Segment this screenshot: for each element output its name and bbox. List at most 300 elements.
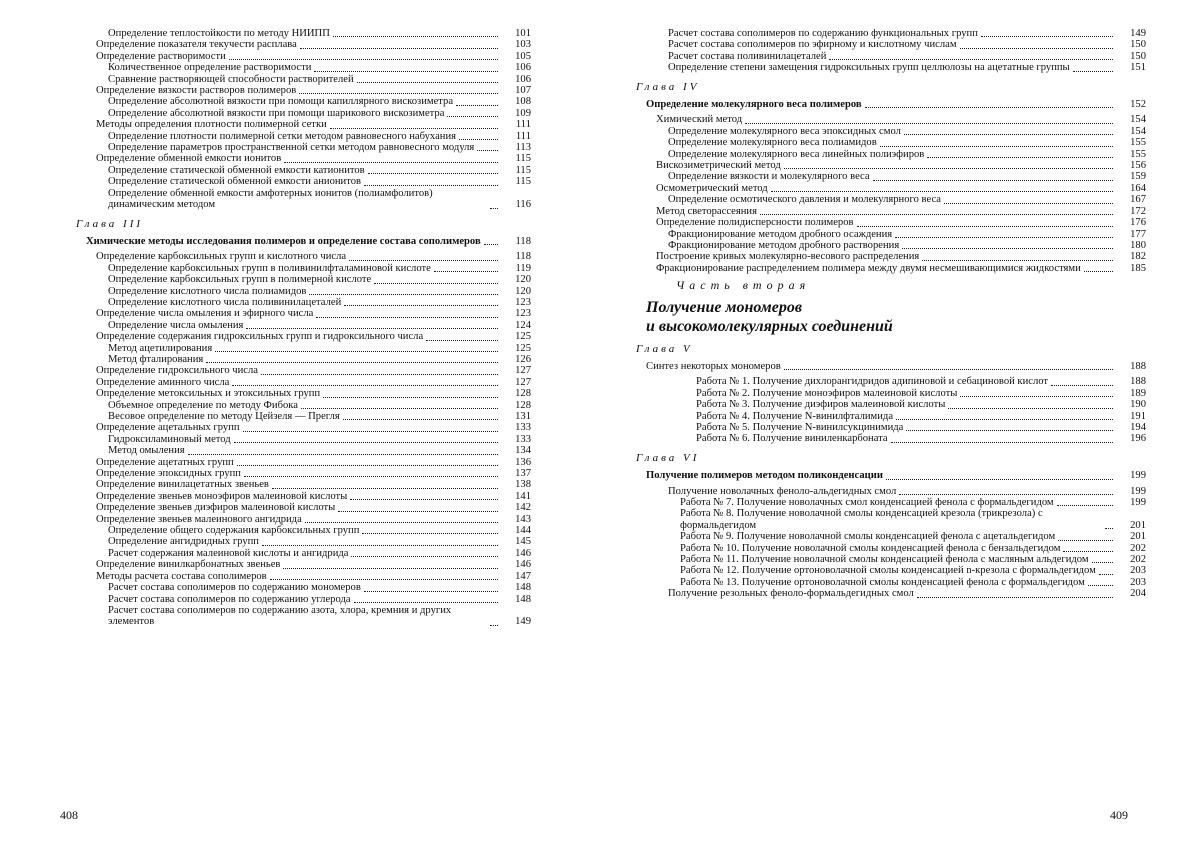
toc-entry-page: 111 bbox=[515, 130, 531, 142]
leader-dots bbox=[1105, 527, 1113, 529]
toc-entry-page: 106 bbox=[515, 62, 531, 74]
toc-entry bbox=[646, 486, 1146, 497]
toc-entry-text: Определение гидроксильного числа bbox=[96, 365, 258, 377]
toc-entry-text: Определение плотности полимерной сетки методом равновесного набухания bbox=[108, 130, 456, 142]
toc-entry-text: Фракционирование методом дробного осаждения bbox=[668, 228, 893, 240]
chapter-4-label: Глава IV bbox=[636, 80, 700, 93]
toc-entry bbox=[646, 39, 1146, 50]
toc-entry-text: Получение новолачных феноло-альдегидных смол bbox=[668, 485, 897, 497]
toc-entry bbox=[86, 514, 531, 525]
toc-entry-page: 124 bbox=[515, 319, 531, 331]
toc-entry-page: 159 bbox=[1130, 171, 1146, 183]
toc-entry-page: 131 bbox=[515, 411, 531, 422]
toc-entry-text: Определение звеньев диэфиров малеиновой кислоты bbox=[96, 502, 336, 514]
leader-dots bbox=[447, 115, 498, 117]
toc-entry-text: Получение резольных феноло-формальдегидных смол bbox=[668, 588, 914, 600]
leader-dots bbox=[215, 350, 498, 352]
toc-entry-page: 176 bbox=[1130, 217, 1146, 229]
toc-entry-page: 136 bbox=[515, 456, 531, 468]
leader-dots bbox=[350, 498, 498, 500]
leader-dots bbox=[857, 225, 1113, 227]
toc-entry bbox=[86, 286, 531, 297]
toc-entry-page: 155 bbox=[1130, 137, 1146, 149]
toc-entry bbox=[86, 51, 531, 62]
leader-dots bbox=[229, 58, 498, 60]
leader-dots bbox=[784, 167, 1113, 169]
toc-entry bbox=[646, 577, 1146, 588]
left-top-entries bbox=[86, 28, 531, 211]
leader-dots bbox=[927, 156, 1113, 158]
toc-entry-page: 177 bbox=[1130, 228, 1146, 240]
toc-entry bbox=[86, 434, 531, 445]
toc-entry-page: 203 bbox=[1130, 576, 1146, 588]
leader-dots bbox=[917, 596, 1113, 598]
leader-dots bbox=[244, 475, 498, 477]
toc-entry bbox=[86, 263, 531, 274]
toc-entry bbox=[646, 137, 1146, 148]
toc-entry-page: 123 bbox=[515, 296, 531, 308]
toc-entry-text: Работа № 4. Получение N-винилфталимида bbox=[696, 410, 894, 422]
leader-dots bbox=[459, 138, 498, 140]
toc-entry-page: 138 bbox=[515, 479, 531, 491]
chapter-4-title-text: Определение молекулярного веса полимеров bbox=[646, 99, 862, 111]
toc-entry-text: Количественное определение растворимости bbox=[108, 62, 312, 74]
toc-entry-text: Определение молекулярного веса эпоксидных смол bbox=[668, 125, 901, 137]
leader-dots bbox=[188, 453, 498, 455]
leader-dots bbox=[922, 259, 1113, 261]
toc-entry-page: 119 bbox=[515, 262, 531, 274]
toc-entry-page: 103 bbox=[515, 39, 531, 51]
toc-entry-page: 202 bbox=[1130, 554, 1146, 566]
toc-entry-page: 202 bbox=[1130, 542, 1146, 554]
leader-dots bbox=[1092, 561, 1113, 563]
leader-dots bbox=[1057, 504, 1113, 506]
toc-entry bbox=[86, 594, 531, 605]
toc-entry-page: 101 bbox=[515, 28, 531, 39]
toc-entry-page: 204 bbox=[1130, 588, 1146, 600]
toc-entry bbox=[86, 536, 531, 547]
toc-entry bbox=[86, 377, 531, 388]
toc-entry bbox=[86, 400, 531, 411]
leader-dots bbox=[237, 464, 498, 466]
leader-dots bbox=[902, 247, 1113, 249]
leader-dots bbox=[243, 430, 498, 432]
toc-entry-page: 203 bbox=[1130, 565, 1146, 577]
toc-entry-text: Фракционирование распределением полимера между двумя несмешивающимися жидкостями bbox=[656, 262, 1081, 274]
leader-dots bbox=[300, 47, 498, 49]
toc-entry-text: Определение винилацетатных звеньев bbox=[96, 479, 269, 491]
toc-entry-page: 154 bbox=[1130, 125, 1146, 137]
toc-entry-page: 182 bbox=[1130, 251, 1146, 263]
chapter-6-entries bbox=[646, 486, 1146, 600]
toc-entry-page: 145 bbox=[515, 536, 531, 548]
toc-entry-text: Определение метоксильных и этоксильных групп bbox=[96, 388, 321, 400]
toc-entry bbox=[646, 62, 1146, 73]
leader-dots bbox=[490, 624, 498, 626]
leader-dots bbox=[906, 429, 1113, 431]
toc-entry-text: Определение карбоксильных групп в полимерной кислоте bbox=[108, 274, 372, 286]
leader-dots bbox=[234, 441, 498, 443]
leader-dots bbox=[960, 47, 1113, 49]
toc-entry-page: 201 bbox=[1130, 519, 1146, 531]
toc-entry bbox=[86, 479, 531, 490]
chapter-3-label: Глава III bbox=[76, 217, 144, 230]
leader-dots bbox=[1051, 384, 1113, 386]
toc-entry bbox=[646, 565, 1146, 576]
toc-entry-text: Работа № 1. Получение дихлорангидридов адипиновой и себациновой кислот bbox=[696, 376, 1049, 388]
toc-entry-page: 201 bbox=[1130, 531, 1146, 543]
chapter-4-title bbox=[646, 99, 1146, 110]
toc-entry-text: Построение кривых молекулярно-весового распределения bbox=[656, 251, 920, 263]
toc-entry-page: 149 bbox=[1130, 28, 1146, 39]
leader-dots bbox=[426, 339, 498, 341]
leader-dots bbox=[434, 270, 498, 272]
leader-dots bbox=[362, 532, 498, 534]
toc-entry-page: 141 bbox=[515, 490, 531, 502]
toc-entry-page: 172 bbox=[1130, 205, 1146, 217]
toc-entry bbox=[86, 457, 531, 468]
toc-entry-text: Осмометрический метод bbox=[656, 182, 768, 194]
toc-entry-page: 154 bbox=[1130, 114, 1146, 126]
leader-dots bbox=[349, 259, 498, 261]
toc-entry-text: Определение степени замещения гидроксильных групп целлюлозы на ацетатные группы bbox=[668, 62, 1070, 74]
leader-dots bbox=[301, 407, 498, 409]
toc-entry-text: Определение кислотного числа поливинилацеталей bbox=[108, 296, 342, 308]
toc-entry-page: 188 bbox=[1130, 376, 1146, 388]
toc-entry bbox=[86, 411, 531, 422]
toc-entry bbox=[86, 388, 531, 399]
toc-entry bbox=[646, 240, 1146, 251]
chapter-6-title-page: 199 bbox=[1130, 470, 1146, 482]
toc-entry-text: Фракционирование методом дробного растворения bbox=[668, 239, 900, 251]
leader-dots bbox=[270, 578, 498, 580]
toc-entry-text: Определение карбоксильных групп и кислотного числа bbox=[96, 251, 347, 263]
leader-dots bbox=[374, 282, 498, 284]
toc-entry bbox=[646, 554, 1146, 565]
part-title-line-2: и высокомолекулярных соединений bbox=[646, 317, 893, 335]
toc-entry bbox=[646, 183, 1146, 194]
toc-entry bbox=[646, 588, 1146, 599]
chapter-3-title bbox=[86, 236, 531, 247]
toc-entry bbox=[86, 165, 531, 176]
toc-entry-text: Работа № 7. Получение новолачных смол конденсацией фенола с формальдегидом bbox=[680, 497, 1054, 508]
chapter-3-title-page: 118 bbox=[515, 235, 531, 247]
toc-entry-text: Расчет состава сополимеров по содержанию функциональных групп bbox=[668, 28, 978, 39]
leader-dots bbox=[899, 493, 1113, 495]
toc-entry-page: 111 bbox=[515, 119, 531, 131]
toc-entry bbox=[646, 508, 1146, 531]
toc-entry-text: Определение винилкарбонатных звеньев bbox=[96, 559, 281, 571]
toc-entry-page: 189 bbox=[1130, 387, 1146, 399]
part-title-line-1: Получение мономеров bbox=[646, 298, 802, 316]
leader-dots bbox=[1058, 539, 1113, 541]
toc-entry-page: 155 bbox=[1130, 148, 1146, 160]
toc-entry-text: Определение статической обменной емкости анионитов bbox=[108, 176, 361, 188]
toc-entry-text: Определение карбоксильных групп в поливинилфталаминовой кислоте bbox=[108, 262, 431, 274]
toc-entry-text: Определение теплостойкости по методу НИИПП bbox=[108, 28, 330, 39]
toc-entry bbox=[86, 331, 531, 342]
toc-entry-page: 115 bbox=[515, 176, 531, 188]
toc-entry-text: Вискозиметрический метод bbox=[656, 160, 781, 172]
toc-entry-page: 185 bbox=[1130, 262, 1146, 274]
leader-dots bbox=[880, 145, 1113, 147]
toc-entry-page: 191 bbox=[1130, 410, 1146, 422]
toc-entry-text: Метод ацетилирования bbox=[108, 342, 213, 354]
toc-entry-page: 199 bbox=[1130, 485, 1146, 497]
toc-entry-text: Расчет состава поливинилацеталей bbox=[668, 50, 827, 62]
toc-entry bbox=[646, 51, 1146, 62]
toc-entry-text: Объемное определение по методу Фибока bbox=[108, 399, 298, 411]
toc-entry-text: Определение звеньев моноэфиров малеиновой кислоты bbox=[96, 490, 348, 502]
toc-entry-text: Работа № 6. Получение виниленкарбоната bbox=[696, 433, 888, 445]
part-label: Часть вторая bbox=[676, 278, 811, 293]
toc-entry bbox=[86, 96, 531, 107]
toc-entry bbox=[86, 251, 531, 262]
toc-entry-text: Гидроксиламиновый метод bbox=[108, 433, 231, 445]
toc-entry bbox=[646, 194, 1146, 205]
toc-entry-text: Определение показателя текучести расплава bbox=[96, 39, 297, 51]
toc-entry bbox=[646, 251, 1146, 262]
toc-entry bbox=[86, 468, 531, 479]
toc-entry-page: 196 bbox=[1130, 433, 1146, 445]
chapter-3-title-text: Химические методы исследования полимеров и определение состава сополимеров bbox=[86, 235, 481, 247]
toc-entry-text: Работа № 13. Получение ортоноволачной смолы конденсацией фенола с формальдегидом bbox=[680, 576, 1085, 588]
toc-entry bbox=[86, 176, 531, 187]
chapter-5-label: Глава V bbox=[636, 342, 693, 355]
leader-dots bbox=[272, 487, 498, 489]
chapter-5-title-page: 188 bbox=[1130, 360, 1146, 372]
toc-entry bbox=[646, 114, 1146, 125]
toc-entry bbox=[86, 445, 531, 456]
toc-entry-text: Определение звеньев малеинового ангидрида bbox=[96, 513, 302, 525]
toc-entry-text: Работа № 2. Получение моноэфиров малеиновой кислоты bbox=[696, 387, 958, 399]
toc-entry bbox=[86, 39, 531, 50]
toc-entry-page: 105 bbox=[515, 50, 531, 62]
toc-entry bbox=[646, 376, 1146, 387]
left-page bbox=[76, 28, 531, 628]
toc-entry-text: Метод омыления bbox=[108, 445, 185, 457]
toc-entry-page: 180 bbox=[1130, 239, 1146, 251]
toc-entry bbox=[86, 131, 531, 142]
toc-entry bbox=[646, 543, 1146, 554]
leader-dots bbox=[314, 70, 498, 72]
leader-dots bbox=[262, 544, 498, 546]
toc-entry bbox=[86, 422, 531, 433]
toc-entry-text: Определение обменной емкости амфотерных ионитов (полиамфолитов) динамическим методом bbox=[108, 187, 433, 211]
leader-dots bbox=[944, 202, 1113, 204]
chapter-4-title-page: 152 bbox=[1130, 99, 1146, 111]
toc-entry-text: Определение обменной емкости ионитов bbox=[96, 153, 282, 165]
toc-entry-page: 113 bbox=[515, 142, 531, 154]
toc-entry-page: 142 bbox=[515, 502, 531, 514]
leader-dots bbox=[760, 213, 1113, 215]
toc-entry-page: 109 bbox=[515, 107, 531, 119]
toc-entry-text: Определение молекулярного веса полиамидов bbox=[668, 137, 877, 149]
toc-entry-page: 190 bbox=[1130, 399, 1146, 411]
chapter-5-title-text: Синтез некоторых мономеров bbox=[646, 360, 781, 372]
leader-dots bbox=[891, 441, 1113, 443]
leader-dots bbox=[351, 555, 498, 557]
toc-entry-text: Определение числа омыления и эфирного числа bbox=[96, 308, 314, 320]
toc-entry bbox=[646, 388, 1146, 399]
toc-entry bbox=[646, 217, 1146, 228]
toc-entry-text: Определение вязкости растворов полимеров bbox=[96, 85, 297, 97]
part-title bbox=[646, 298, 1146, 336]
toc-entry-page: 125 bbox=[515, 342, 531, 354]
toc-entry-text: Определение ацетатных групп bbox=[96, 456, 234, 468]
toc-entry-text: Весовое определение по методу Цейзеля — Прегля bbox=[108, 411, 340, 422]
leader-dots bbox=[960, 395, 1113, 397]
leader-dots bbox=[886, 478, 1113, 480]
leader-dots bbox=[343, 418, 498, 420]
toc-entry bbox=[86, 343, 531, 354]
toc-entry-page: 137 bbox=[515, 468, 531, 480]
toc-entry-page: 143 bbox=[515, 513, 531, 525]
toc-entry-text: Работа № 12. Получение ортоноволачной смолы конденсацией n-крезола с формальдегидом bbox=[680, 565, 1096, 577]
toc-entry bbox=[646, 422, 1146, 433]
toc-entry-text: Метод фталирования bbox=[108, 353, 204, 365]
leader-dots bbox=[246, 327, 498, 329]
toc-entry-page: 151 bbox=[1130, 62, 1146, 74]
chapter-6-label: Глава VI bbox=[636, 451, 700, 464]
toc-entry-page: 128 bbox=[515, 388, 531, 400]
toc-entry bbox=[86, 491, 531, 502]
toc-entry-page: 108 bbox=[515, 96, 531, 108]
toc-entry-page: 150 bbox=[1130, 39, 1146, 51]
toc-entry-text: Определение осмотического давления и молекулярного веса bbox=[668, 194, 941, 206]
chapter-6-title bbox=[646, 470, 1146, 481]
toc-entry-text: Определение молекулярного веса линейных полиэфиров bbox=[668, 148, 925, 160]
toc-entry-text: Определение вязкости и молекулярного веса bbox=[668, 171, 870, 183]
toc-entry-text: Расчет состава сополимеров по содержанию углерода bbox=[108, 593, 351, 605]
toc-entry bbox=[646, 411, 1146, 422]
toc-entry bbox=[86, 308, 531, 319]
toc-entry-text: Определение полидисперсности полимеров bbox=[656, 217, 854, 229]
toc-entry bbox=[86, 320, 531, 331]
toc-entry-page: 116 bbox=[515, 199, 531, 211]
leader-dots bbox=[333, 35, 498, 37]
toc-entry-text: Определение эпоксидных групп bbox=[96, 468, 241, 480]
toc-entry bbox=[86, 582, 531, 593]
toc-entry-text: Определение растворимости bbox=[96, 50, 226, 62]
toc-entry bbox=[86, 28, 531, 39]
leader-dots bbox=[456, 104, 498, 106]
leader-dots bbox=[865, 106, 1113, 108]
toc-entry-page: 150 bbox=[1130, 50, 1146, 62]
leader-dots bbox=[829, 58, 1113, 60]
toc-entry bbox=[86, 85, 531, 96]
toc-entry-text: Определение статической обменной емкости катионитов bbox=[108, 164, 365, 176]
toc-entry-page: 148 bbox=[515, 582, 531, 594]
leader-dots bbox=[896, 418, 1113, 420]
toc-entry-text: Методы определения плотности полимерной сетки bbox=[96, 119, 327, 131]
toc-entry-page: 133 bbox=[515, 433, 531, 445]
toc-entry-text: Работа № 8. Получение новолачной смолы конденсацией крезола (трикрезола) с формальдегидом bbox=[680, 508, 1043, 531]
toc-entry-page: 146 bbox=[515, 559, 531, 571]
toc-entry bbox=[86, 142, 531, 153]
toc-entry bbox=[86, 559, 531, 570]
toc-entry-text: Химический метод bbox=[656, 114, 743, 126]
toc-entry-page: 115 bbox=[515, 153, 531, 165]
toc-entry-page: 106 bbox=[515, 73, 531, 85]
leader-dots bbox=[299, 92, 498, 94]
toc-entry bbox=[646, 28, 1146, 39]
toc-entry bbox=[646, 433, 1146, 444]
right-top-entries bbox=[646, 28, 1146, 74]
leader-dots bbox=[745, 122, 1113, 124]
leader-dots bbox=[316, 316, 498, 318]
toc-entry bbox=[86, 502, 531, 513]
toc-entry bbox=[86, 188, 531, 211]
leader-dots bbox=[364, 184, 498, 186]
chapter-6-title-text: Получение полимеров методом поликонденсации bbox=[646, 470, 883, 482]
leader-dots bbox=[338, 510, 498, 512]
leader-dots bbox=[261, 373, 498, 375]
toc-entry-page: 133 bbox=[515, 422, 531, 434]
toc-entry-text: Работа № 10. Получение новолачной смолы конденсацией фенола с бензальдегидом bbox=[680, 542, 1061, 554]
toc-entry bbox=[86, 605, 531, 628]
toc-entry-text: Расчет состава сополимеров по содержанию азота, хлора, кремния и других элементов bbox=[108, 604, 452, 628]
leader-dots bbox=[344, 304, 498, 306]
toc-entry-page: 144 bbox=[515, 525, 531, 537]
toc-entry-page: 164 bbox=[1130, 182, 1146, 194]
toc-entry bbox=[86, 108, 531, 119]
toc-entry-text: Определение аминного числа bbox=[96, 376, 230, 388]
toc-entry bbox=[86, 571, 531, 582]
toc-entry-page: 148 bbox=[515, 593, 531, 605]
toc-entry bbox=[86, 548, 531, 559]
toc-entry-page: 167 bbox=[1130, 194, 1146, 206]
toc-entry-text: Определение параметров пространственной сетки методом равновесного модуля bbox=[108, 142, 475, 154]
chapter-5-title bbox=[646, 361, 1146, 372]
leader-dots bbox=[1063, 550, 1113, 552]
toc-entry bbox=[86, 274, 531, 285]
leader-dots bbox=[477, 149, 498, 151]
toc-entry bbox=[646, 149, 1146, 160]
toc-entry bbox=[646, 160, 1146, 171]
toc-entry bbox=[86, 525, 531, 536]
toc-entry-text: Работа № 11. Получение новолачной смолы конденсацией фенола с масляным альдегидом bbox=[680, 554, 1089, 566]
leader-dots bbox=[357, 81, 498, 83]
toc-entry-page: 156 bbox=[1130, 160, 1146, 172]
chapter-5-entries bbox=[646, 376, 1146, 444]
leader-dots bbox=[981, 35, 1113, 37]
leader-dots bbox=[490, 207, 498, 209]
leader-dots bbox=[784, 368, 1113, 370]
toc-entry-page: 194 bbox=[1130, 421, 1146, 433]
leader-dots bbox=[1073, 70, 1113, 72]
toc-entry bbox=[646, 229, 1146, 240]
leader-dots bbox=[354, 601, 498, 603]
toc-entry-page: 126 bbox=[515, 353, 531, 365]
toc-entry-page: 107 bbox=[515, 85, 531, 97]
toc-entry-page: 118 bbox=[515, 251, 531, 263]
toc-entry-page: 199 bbox=[1130, 497, 1146, 508]
leader-dots bbox=[309, 293, 498, 295]
toc-entry bbox=[86, 74, 531, 85]
leader-dots bbox=[232, 384, 498, 386]
left-page-number: 408 bbox=[60, 808, 78, 822]
leader-dots bbox=[283, 567, 498, 569]
toc-entry-text: Сравнение растворяющей способности растворителей bbox=[108, 73, 354, 85]
toc-entry-text: Определение кислотного числа полиамидов bbox=[108, 285, 307, 297]
toc-entry bbox=[646, 531, 1146, 542]
leader-dots bbox=[1099, 573, 1113, 575]
toc-entry-text: Определение числа омыления bbox=[108, 319, 244, 331]
toc-entry-text: Определение ангидридных групп bbox=[108, 536, 259, 548]
leader-dots bbox=[368, 172, 498, 174]
toc-entry-page: 128 bbox=[515, 399, 531, 411]
